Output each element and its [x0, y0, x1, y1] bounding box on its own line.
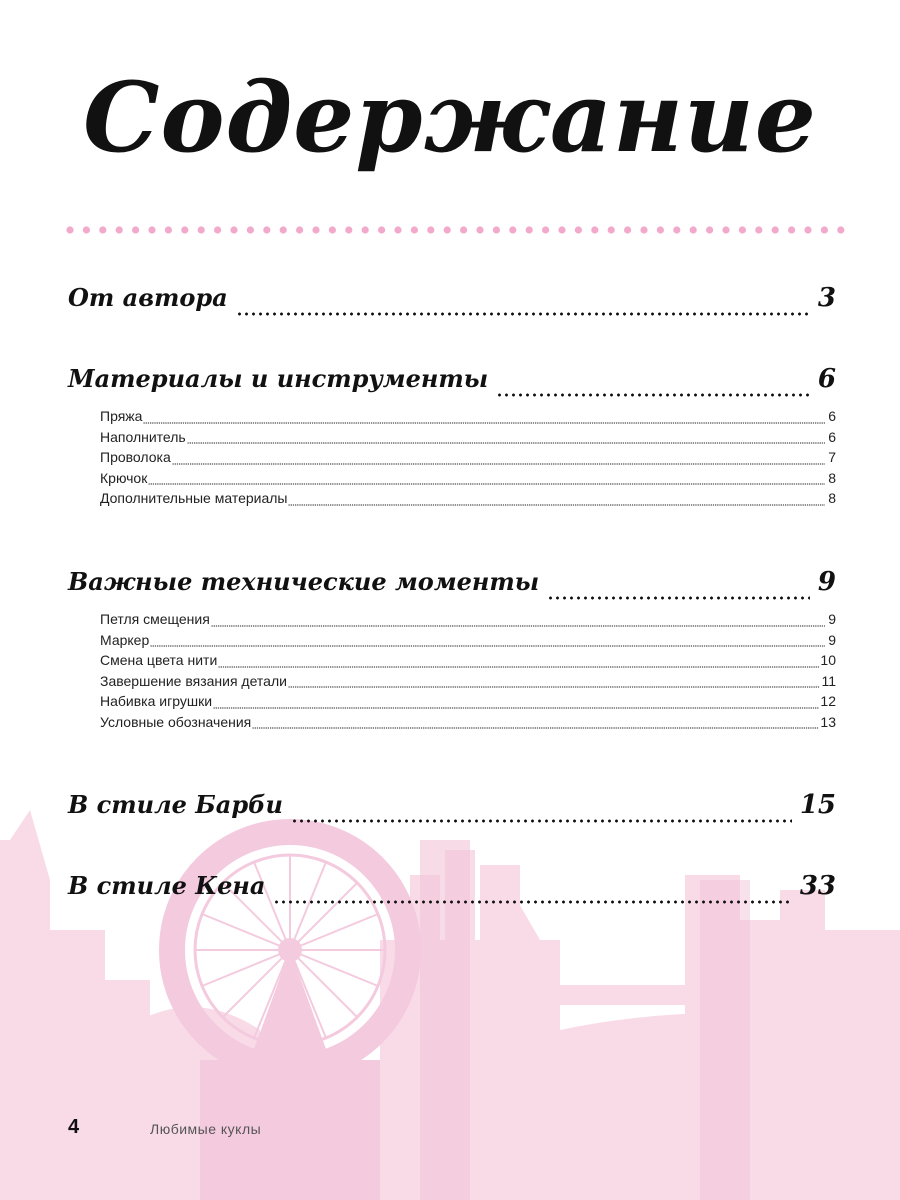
toc-subentry-page: 12 — [820, 693, 836, 709]
toc-subentry[interactable] — [100, 470, 836, 491]
toc-section-ken — [68, 871, 836, 915]
divider-dot — [394, 226, 401, 233]
dot-leader — [252, 727, 819, 729]
dot-leader — [187, 442, 825, 444]
dot-leader — [291, 819, 792, 823]
divider-dot — [591, 226, 598, 233]
toc-subentry[interactable] — [100, 429, 836, 450]
toc-entry-page: 15 — [799, 790, 836, 820]
toc-subentry-title: Дополнительные материалы — [100, 490, 288, 506]
toc-subentry-title: Условные обозначения — [100, 713, 252, 730]
dot-leader — [273, 900, 791, 904]
divider-dot — [706, 226, 713, 233]
toc-subentry[interactable] — [100, 408, 836, 429]
divider-dot — [673, 226, 680, 233]
toc-entry-title: В стиле Кена — [68, 871, 266, 900]
toc-subentry-title: Завершение вязания детали — [100, 672, 287, 689]
toc-entry[interactable] — [68, 871, 836, 915]
divider-dot — [772, 226, 779, 233]
toc-subentry[interactable] — [100, 632, 836, 653]
divider-dot — [116, 226, 123, 233]
toc-subentry[interactable] — [100, 652, 836, 673]
divider-dot — [476, 226, 483, 233]
divider-dot — [329, 226, 336, 233]
divider-dot — [608, 226, 615, 233]
toc-entry[interactable] — [68, 567, 836, 611]
toc-entry[interactable] — [68, 364, 836, 408]
divider-dot — [132, 226, 139, 233]
footer-page-number: 4 — [68, 1116, 80, 1138]
divider-dot — [542, 226, 549, 233]
divider-dot — [526, 226, 533, 233]
toc-subentry[interactable] — [100, 693, 836, 714]
dot-leader — [150, 645, 825, 647]
toc-subentry-page: 6 — [828, 408, 836, 424]
toc-subentry-title: Наполнитель — [100, 428, 186, 445]
divider-dot — [230, 226, 237, 233]
divider-dot — [427, 226, 434, 233]
dot-leader — [213, 707, 819, 709]
toc-subentry[interactable] — [100, 673, 836, 694]
divider-dot — [198, 226, 205, 233]
toc-subentry-title: Крючок — [100, 469, 148, 486]
divider-dot — [509, 226, 516, 233]
divider-dot — [296, 226, 303, 233]
toc-entry-title: Материалы и инструменты — [68, 364, 489, 393]
toc-section-materials — [68, 364, 836, 511]
toc-subentry-page: 9 — [828, 631, 836, 648]
dot-leader — [218, 666, 819, 668]
divider-dot — [66, 226, 73, 233]
toc-subentry[interactable] — [100, 490, 836, 511]
divider-dot — [788, 226, 795, 233]
divider-dot — [148, 226, 155, 233]
toc-subentry[interactable] — [100, 611, 836, 632]
toc-subentry-title: Набивка игрушки — [100, 693, 213, 709]
divider-dot — [460, 226, 467, 233]
toc-entry[interactable] — [68, 283, 836, 327]
divider-dot — [624, 226, 631, 233]
toc-entry-page: 3 — [817, 283, 836, 313]
toc-entry-title: От автора — [68, 283, 228, 312]
divider-dot — [739, 226, 746, 233]
toc-subentry-title: Проволока — [100, 449, 171, 465]
toc-subentry-title: Пряжа — [100, 408, 143, 424]
toc-entry[interactable] — [68, 790, 836, 834]
toc-entry-title: Важные технические моменты — [68, 567, 540, 596]
toc-subentry-page: 8 — [828, 490, 836, 506]
divider-dot — [362, 226, 369, 233]
toc-subentry[interactable] — [100, 714, 836, 735]
divider-dot — [558, 226, 565, 233]
toc-section-techniques — [68, 567, 836, 734]
divider-dot — [804, 226, 811, 233]
divider-dot — [312, 226, 319, 233]
divider-dot — [345, 226, 352, 233]
toc-section-barbie — [68, 790, 836, 834]
dot-leader — [547, 596, 810, 600]
toc-subentry-page: 13 — [820, 713, 836, 730]
divider-dot — [493, 226, 500, 233]
toc-entry-page: 9 — [817, 567, 836, 597]
divider-dot — [214, 226, 221, 233]
toc-subentry-title: Маркер — [100, 631, 150, 648]
divider-dot — [837, 226, 844, 233]
toc-subentry-page: 11 — [821, 672, 836, 689]
divider-dot — [575, 226, 582, 233]
toc-subentry-page: 8 — [828, 469, 836, 486]
dotted-divider — [66, 224, 846, 236]
dot-leader — [496, 393, 810, 397]
toc-subentry-title: Смена цвета нити — [100, 652, 218, 668]
dot-leader — [288, 686, 821, 688]
divider-dot — [821, 226, 828, 233]
divider-dot — [263, 226, 270, 233]
divider-dot — [247, 226, 254, 233]
toc-entry-page: 33 — [799, 871, 836, 901]
toc-subsection-list — [68, 408, 836, 511]
divider-dot — [165, 226, 172, 233]
dot-leader — [143, 422, 825, 424]
toc-section-author — [68, 283, 836, 327]
divider-dot — [83, 226, 90, 233]
divider-dot — [280, 226, 287, 233]
divider-dot — [722, 226, 729, 233]
page-title: Содержание — [83, 61, 817, 174]
dot-leader — [236, 312, 810, 316]
divider-dot — [657, 226, 664, 233]
toc-subentry-page: 9 — [828, 611, 836, 627]
toc-entry-page: 6 — [817, 364, 836, 394]
dot-leader — [211, 625, 825, 627]
divider-dot — [378, 226, 385, 233]
divider-dot — [640, 226, 647, 233]
toc-subentry-title: Петля смещения — [100, 611, 210, 627]
divider-dot — [99, 226, 106, 233]
dot-leader — [172, 463, 825, 465]
toc-subentry-page: 10 — [820, 652, 836, 668]
toc-entry-title: В стиле Барби — [68, 790, 283, 819]
divider-dot — [444, 226, 451, 233]
dot-leader — [148, 483, 825, 485]
divider-dot — [755, 226, 762, 233]
divider-dot — [690, 226, 697, 233]
dot-leader — [288, 504, 825, 506]
toc-subsection-list — [68, 611, 836, 734]
toc-subentry[interactable] — [100, 449, 836, 470]
footer-book-title: Любимые куклы — [150, 1121, 262, 1137]
toc-subentry-page: 6 — [828, 428, 836, 445]
divider-dot — [411, 226, 418, 233]
divider-dot — [181, 226, 188, 233]
toc-subentry-page: 7 — [828, 449, 836, 465]
